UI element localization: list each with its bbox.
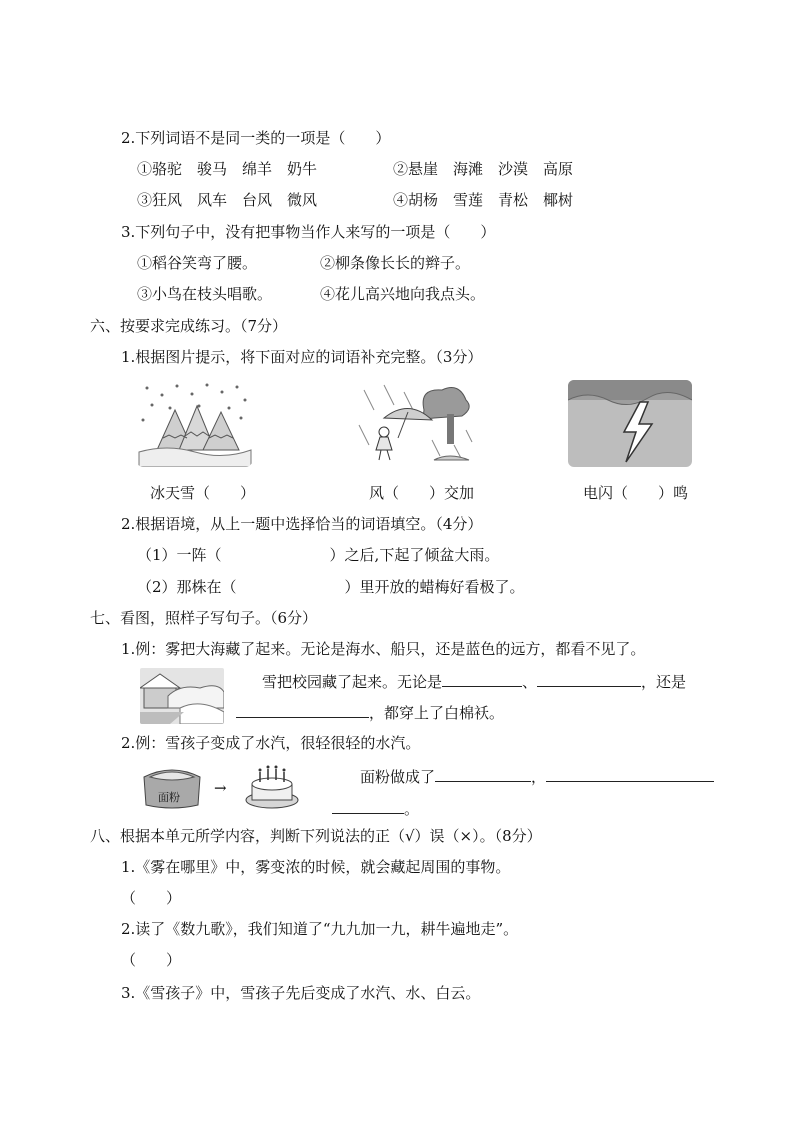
answer-blank-2[interactable] xyxy=(537,670,641,687)
write-line-2 xyxy=(236,701,504,723)
statement-2-answer[interactable]: （ ） xyxy=(121,951,182,969)
snowy-campus-image xyxy=(140,668,224,724)
write-line-1-start: 雪把校园藏了起来。无论是 xyxy=(262,673,443,691)
write-line-1-sep: 、 xyxy=(522,673,538,691)
question-2-option-4: ④胡杨 雪莲 青松 椰树 xyxy=(393,191,574,209)
statement-1-answer[interactable]: （ ） xyxy=(121,889,182,907)
flour-bag-image xyxy=(138,763,206,809)
question-3-stem: 3.下列句子中，没有把事物当作人来写的一项是（ ） xyxy=(121,223,496,241)
answer-blank-3[interactable] xyxy=(236,701,369,718)
caption-snow: 冰天雪（ ） xyxy=(150,484,256,502)
birthday-cake-image xyxy=(244,764,300,810)
question-2-option-2: ②悬崖 海滩 沙漠 高原 xyxy=(393,160,574,178)
fill-sentence-2 xyxy=(137,577,525,597)
fill-sentence-1-start: （1）一阵（ xyxy=(137,546,222,564)
question-2-option-3: ③狂风 风车 台风 微风 xyxy=(137,191,318,209)
fill-sentence-1 xyxy=(137,545,499,565)
caption-wind-rain: 风（ ）交加 xyxy=(369,484,475,502)
write-line-3-sep: ， xyxy=(531,768,547,786)
answer-blank-5[interactable] xyxy=(546,765,714,782)
statement-2: 2.读了《数九歌》，我们知道了“九九加一九，耕牛遍地走”。 xyxy=(121,920,519,938)
write-line-3-start: 面粉做成了 xyxy=(360,768,436,786)
write-line-2-end: ，都穿上了白棉袄。 xyxy=(369,704,505,722)
write-line-3 xyxy=(360,765,714,787)
section-7-title: 七、看图，照样子写句子。（6分） xyxy=(90,609,318,627)
section-6-question-2: 2.根据语境，从上一题中选择恰当的词语填空。（4分） xyxy=(121,515,483,533)
section-6-title: 六、按要求完成练习。（7分） xyxy=(90,317,288,335)
question-3-option-1: ①稻谷笑弯了腰。 xyxy=(137,254,258,272)
section-7-example-2: 2.例：雪孩子变成了水汽，很轻很轻的水汽。 xyxy=(121,734,421,752)
answer-blank-1[interactable] xyxy=(442,670,522,687)
question-3-option-3: ③小鸟在枝头唱歌。 xyxy=(137,285,273,303)
answer-blank-4[interactable] xyxy=(435,765,531,782)
section-6-question-1: 1.根据图片提示，将下面对应的词语补充完整。（3分） xyxy=(121,348,483,366)
write-line-4 xyxy=(332,797,419,819)
fill-sentence-2-end: ）里开放的蜡梅好看极了。 xyxy=(344,578,525,596)
question-2-stem: 2.下列词语不是同一类的一项是（ ） xyxy=(121,129,391,147)
statement-3: 3.《雪孩子》中，雪孩子先后变成了水汽、水、白云。 xyxy=(121,984,481,1002)
question-2-option-1: ①骆驼 骏马 绵羊 奶牛 xyxy=(137,160,318,178)
snow-forest-image xyxy=(137,380,252,467)
lightning-image xyxy=(568,380,692,467)
wind-rain-image xyxy=(354,380,476,467)
answer-blank-6[interactable] xyxy=(332,797,404,814)
question-3-option-4: ④花儿高兴地向我点头。 xyxy=(320,285,486,303)
statement-1: 1.《雾在哪里》中，雾变浓的时候，就会藏起周围的事物。 xyxy=(121,858,511,876)
write-line-4-end: 。 xyxy=(404,800,420,818)
arrow-icon: → xyxy=(214,779,227,797)
section-8-title: 八、根据本单元所学内容，判断下列说法的正（√）误（×）。（8分） xyxy=(90,827,542,845)
fill-sentence-1-end: ）之后,下起了倾盆大雨。 xyxy=(329,546,500,564)
flour-label: 面粉 xyxy=(158,791,180,804)
section-7-example-1: 1.例：雾把大海藏了起来。无论是海水、船只，还是蓝色的远方，都看不见了。 xyxy=(121,640,646,658)
question-3-option-2: ②柳条像长长的辫子。 xyxy=(320,254,471,272)
write-line-1-end: ，还是 xyxy=(641,673,687,691)
fill-sentence-2-start: （2）那株在（ xyxy=(137,578,237,596)
write-line-1 xyxy=(262,670,686,692)
caption-lightning: 电闪（ ）鸣 xyxy=(583,484,689,502)
